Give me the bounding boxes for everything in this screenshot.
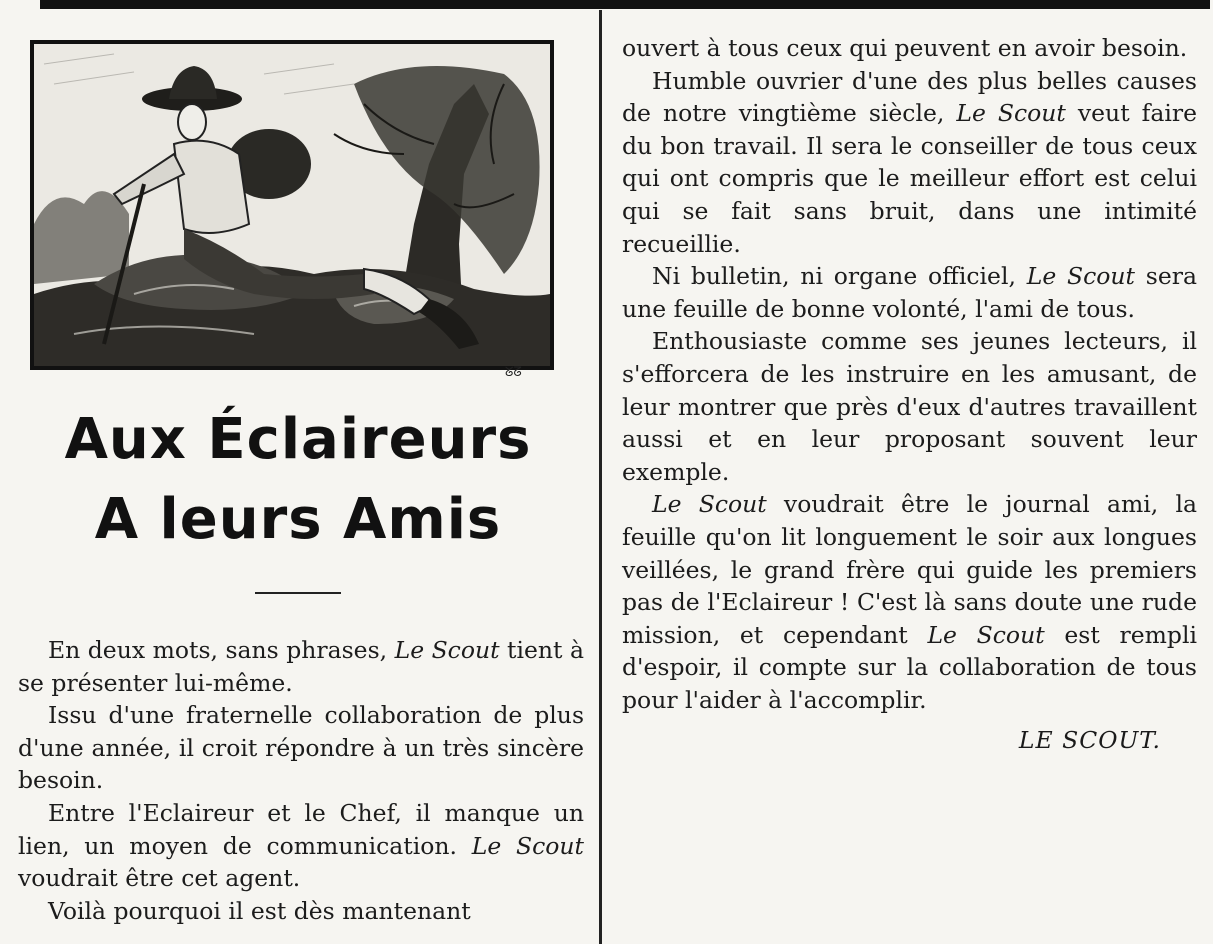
left-column [12,40,584,927]
text-run: Humble ouvrier d'une des plus belles causes de notre vingtième siècle, [622,66,1197,128]
journal-name: Le Scout [394,636,500,664]
text-run: ouvert à tous ceux qui peuvent en avoir besoin. [622,34,1188,62]
text-run: Ni bulletin, ni organe officiel, [652,262,1027,291]
headline-line-2: A leurs Amis [94,487,502,552]
paragraph [18,797,584,895]
paragraph [622,260,1197,325]
text-run: est rempli d'espoir, il compte sur la collaboration de tous pour l'aider à l'accomplir. [622,620,1197,714]
paragraph [622,488,1197,716]
top-rule [40,0,1210,9]
right-column [622,32,1197,757]
journal-name: Le Scout [956,99,1066,128]
paragraph [18,895,584,928]
column-divider [599,10,602,944]
paragraph [18,634,584,699]
scout-hiker-illustration [30,40,554,370]
headline-separator [255,592,341,594]
text-run: voudrait être cet agent. [18,864,301,893]
journal-name: Le Scout [652,490,767,519]
artist-signature: ᘜᘔ [505,365,522,380]
paragraph [18,699,584,797]
paragraph [622,325,1197,488]
headline [12,400,584,560]
text-run: Voilà pourquoi il est dès mantenant [48,896,471,925]
text-run: voudrait être le journal ami, la feuille qu'on lit longuement le soir aux longues veillées, le grand frère qui guide les premiers pas de l'Eclaireur ! C'est là sans doute une rude mission, et cependant [622,490,1197,649]
journal-name: Le Scout [471,831,584,860]
left-article-text [12,634,584,927]
paragraph-continuation [622,32,1197,65]
headline-line-1: Aux Éclaireurs [64,407,532,472]
text-run: Issu d'une fraternelle collaboration de plus d'une année, il croit répondre à un très sincère besoin. [18,701,584,795]
signoff: LE SCOUT. [1018,726,1161,755]
text-run: En deux mots, sans phrases, [48,636,395,664]
text-run: sera une feuille de bonne volonté, l'ami de tous. [622,262,1197,323]
text-run: Entre l'Eclaireur et le Chef, il manque un lien, un moyen de communication. [18,798,584,860]
text-run: tient à se présenter lui-même. [18,636,584,697]
journal-name: Le Scout [927,620,1045,649]
text-run: veut faire du bon travail. Il sera le conseiller de tous ceux qui ont compris que le meilleur effort est celui qui se fait sans bruit, dans une intimité recueillie. [622,99,1197,258]
journal-name: Le Scout [1026,262,1135,291]
text-run: Enthousiaste comme ses jeunes lecteurs, il s'efforcera de les instruire en les amusant, de leur montrer que près d'eux d'autres travaillent aussi et en leur proposant souvent leur exemple. [622,327,1197,486]
paragraph [622,65,1197,261]
